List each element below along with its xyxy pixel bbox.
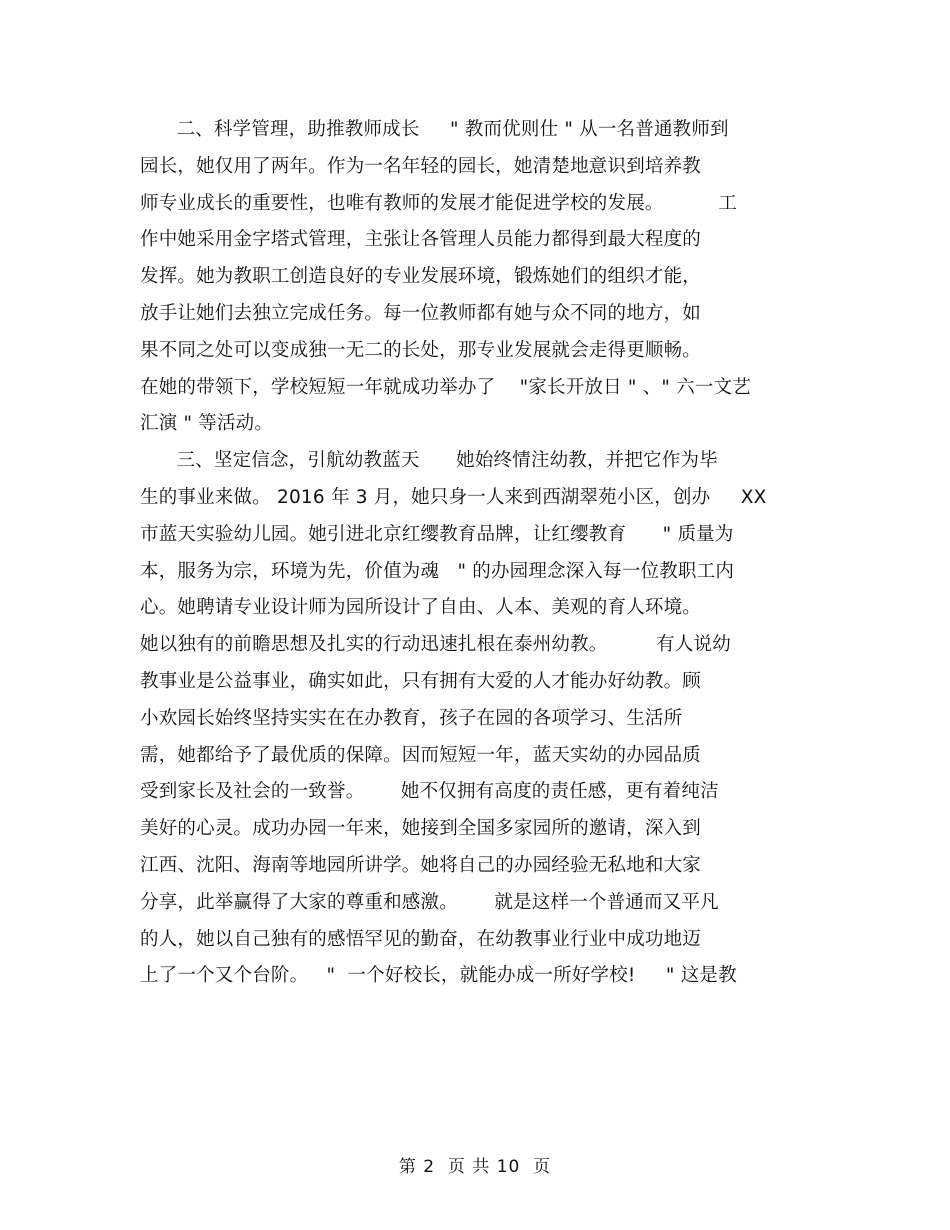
text-line: 汇演 " 等活动。 (140, 413, 274, 435)
text-line: 的人，她以自己独有的感悟罕见的勤奋，在幼教事业行业中成功地迈 (140, 928, 702, 950)
text-line: 生的事业来做。 2016 年 3 月，她只身一人来到西湖翠苑小区，创办 XX (140, 486, 767, 508)
text-line: 江西、沈阳、海南等地园所讲学。她将自己的办园经验无私地和大家 (140, 854, 702, 876)
text-line: 受到家长及社会的一致誉。 她不仅拥有高度的责任感，更有着纯洁 (140, 781, 719, 803)
text-line: 小欢园长始终坚持实实在在办教育，孩子在园的各项学习、生活所 (140, 707, 683, 729)
text-line: 她以独有的前瞻思想及扎实的行动迅速扎根在泰州幼教。 有人说幼 (140, 634, 731, 656)
text-line: 教事业是公益事业，确实如此，只有拥有大爱的人才能办好幼教。顾 (140, 670, 702, 692)
text-line: 作中她采用金字塔式管理，主张让各管理人员能力都得到最大程度的 (140, 229, 702, 251)
text-line: 需，她都给予了最优质的保障。因而短短一年，蓝天实幼的办园品质 (140, 744, 702, 766)
text-line: 三、坚定信念，引航幼教蓝天 她始终情注幼教，并把它作为毕 (140, 450, 718, 472)
page-number-footer: 第 2 页 共 10 页 (398, 1157, 552, 1177)
text-line: 果不同之处可以变成独一无二的长处，那专业发展就会走得更顺畅。 (140, 339, 702, 361)
text-line: 师专业成长的重要性，也唯有教师的发展才能促进学校的发展。 工 (140, 192, 738, 214)
text-line: 发挥。她为教职工创造良好的专业发展环境，锻炼她们的组织才能， (140, 266, 702, 288)
text-line: 市蓝天实验幼儿园。她引进北京红缨教育品牌，让红缨教育 " 质量为 (140, 523, 734, 545)
text-line: 园长，她仅用了两年。作为一名年轻的园长，她清楚地意识到培养教 (140, 155, 702, 177)
text-line: 在她的带领下，学校短短一年就成功举办了 "家长开放日 " 、" 六一文艺 (140, 376, 751, 398)
text-line: 本，服务为宗，环境为先，价值为魂 " 的办园理念深入每一位教职工内 (140, 560, 735, 582)
text-line: 美好的心灵。成功办园一年来，她接到全国多家园所的邀请，深入到 (140, 818, 702, 840)
text-line: 分享，此举赢得了大家的尊重和感激。 就是这样一个普通而又平凡 (140, 891, 719, 913)
text-line: 心。她聘请专业设计师为园所设计了自由、人本、美观的育人环境。 (140, 597, 702, 619)
text-line: 放手让她们去独立完成任务。每一位教师都有她与众不同的地方，如 (140, 302, 702, 324)
body-text (140, 112, 820, 995)
text-line: 上了一个又个台阶。 " 一个好校长，就能办成一所好学校! " 这是教 (140, 965, 737, 987)
text-line: 二、科学管理，助推教师成长 " 教而优则仕 " 从一名普通教师到 (140, 119, 729, 140)
